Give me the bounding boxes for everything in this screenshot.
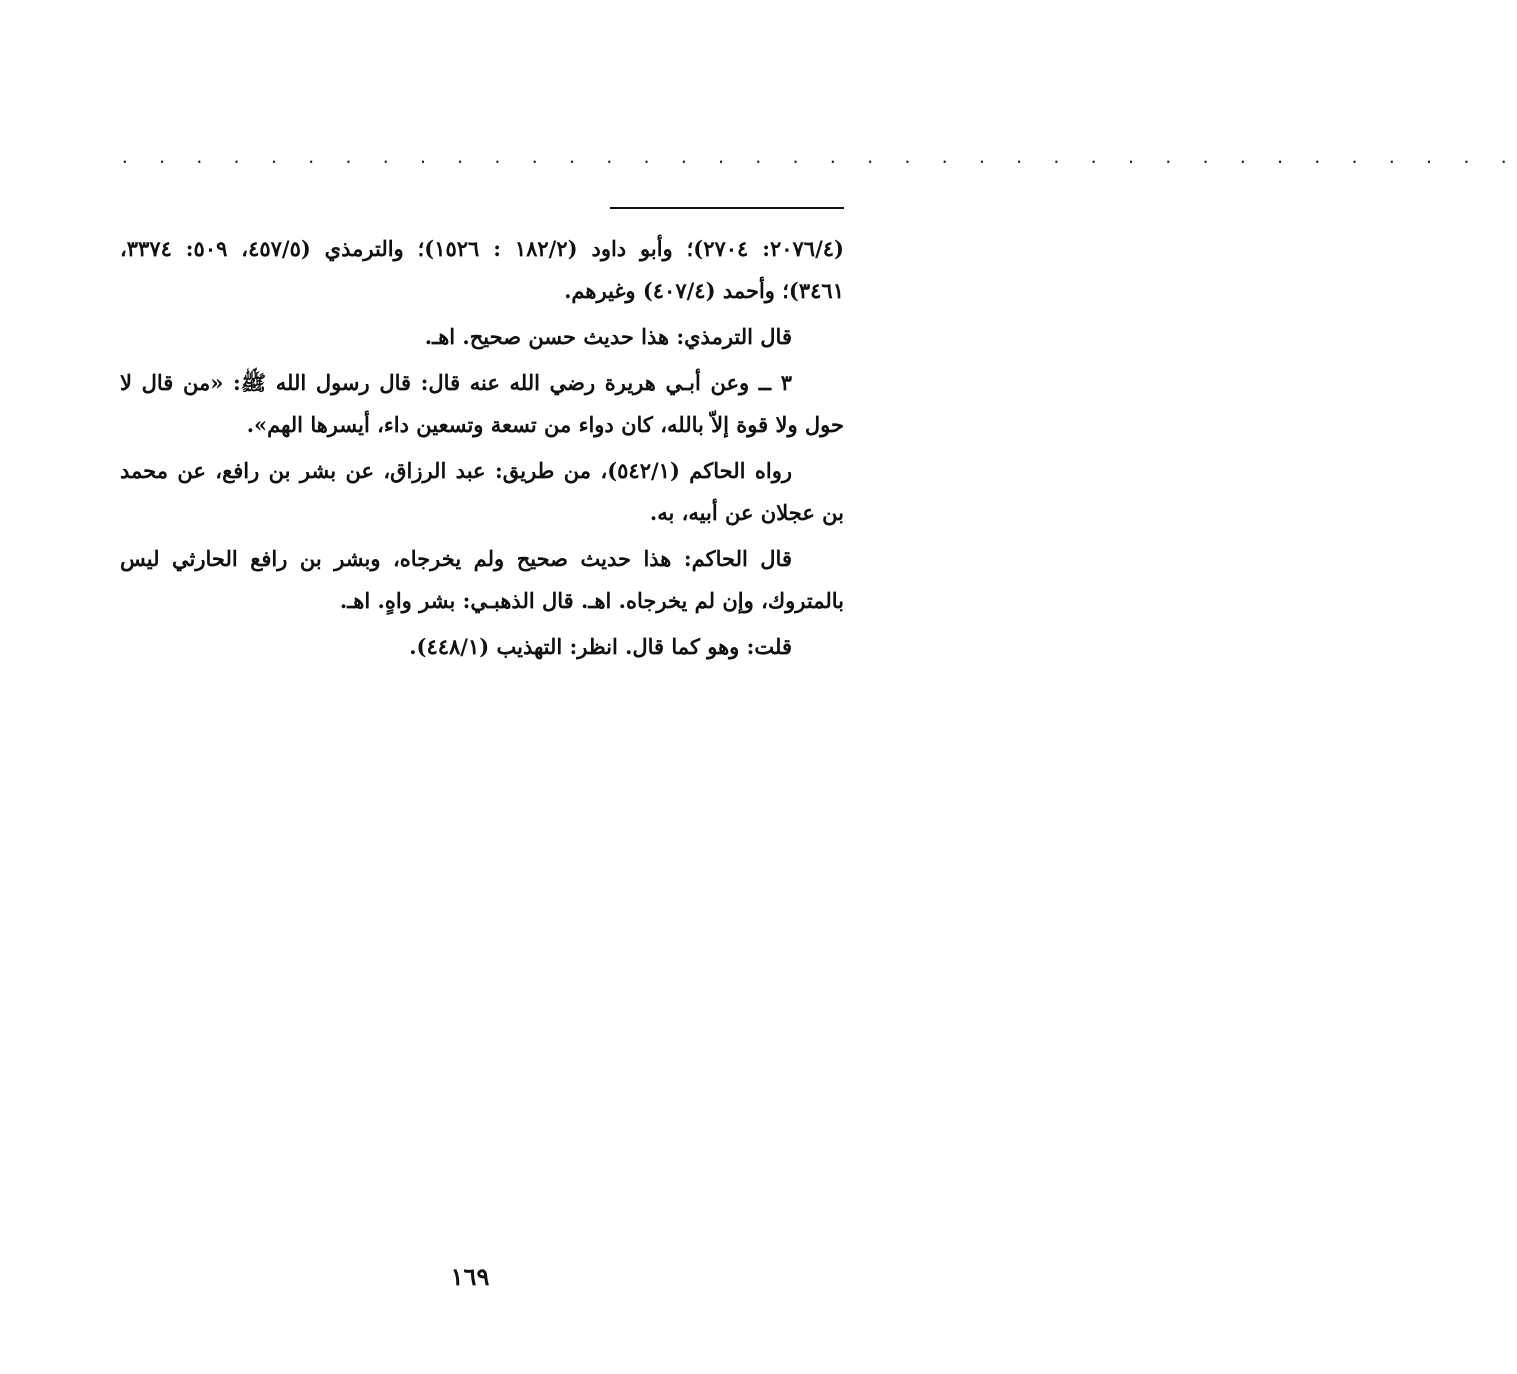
footnote-paragraph-hakim-grading: قال الحاكم: هذا حديث صحيح ولم يخرجاه، وبشر بن رافع الحارثي ليس بالمتروك، وإن لم يخرجاه. اهـ. قال الذهبـي: بشر واهٍ. اهـ. [120, 546, 844, 613]
hadith-paragraph: ٣ ــ وعن أبـي هريرة رضي الله عنه قال: قال رسول الله ﷺ: «من قال لا حول ولا قوة إلاّ بالله، كان دواء من تسعة وتسعين داء، أيسرها الهم». [120, 370, 844, 437]
dotted-separator: . . . . . . . . . . . . . . . . . . . . . . . . . . . . . . . . . . . . . . [120, 148, 1517, 167]
footnote-text-block [120, 228, 844, 668]
footnote-paragraph-continuation: (٢٠٧٦/٤: ٢٧٠٤)؛ وأبو داود (١٨٢/٢ : ١٥٢٦)؛ والترمذي (٤٥٧/٥، ٥٠٩: ٣٣٧٤، ٣٤٦١)؛ وأحمد (٤٠٧/٤) وغيرهم. [120, 236, 844, 303]
footnote-rule [610, 207, 844, 209]
page-number: ١٦٩ [450, 1262, 490, 1291]
footnote-paragraph-tirmidhi: قال الترمذي: هذا حديث حسن صحيح. اهـ. [424, 324, 792, 349]
footnote-paragraph-hakim-source: رواه الحاكم (٥٤٢/١)، من طريق: عبد الرزاق، عن بشر بن رافع، عن محمد بن عجلان عن أبيه، به. [120, 458, 844, 525]
footnote-paragraph-conclusion: قلت: وهو كما قال. انظر: التهذيب (٤٤٨/١). [409, 634, 792, 659]
